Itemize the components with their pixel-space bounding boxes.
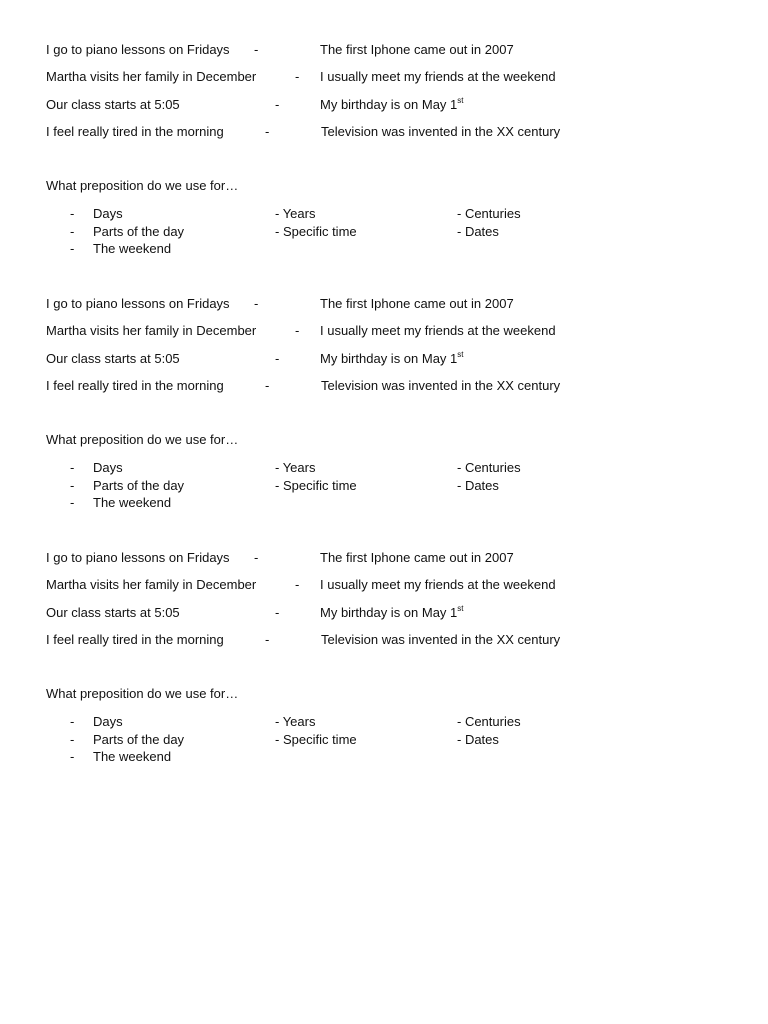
list-item: Parts of the day: [93, 478, 185, 493]
exercise-block: [46, 550, 746, 790]
sentence-row: [46, 97, 746, 115]
list-bullet: -: [70, 224, 75, 239]
match-dash: -: [275, 351, 280, 366]
sentence-row: [46, 124, 746, 142]
list-item: The weekend: [93, 495, 172, 510]
ordinal-suffix: st: [457, 350, 464, 359]
ordinal-suffix: st: [457, 96, 464, 105]
sentence-right: The first Iphone came out in 2007: [320, 296, 514, 311]
sentence-row: [46, 351, 746, 369]
list-item: - Dates: [457, 224, 499, 239]
list-item: - Specific time: [275, 478, 357, 493]
sentence-right: The first Iphone came out in 2007: [320, 550, 514, 565]
sentence-left: I go to piano lessons on Fridays: [46, 42, 230, 57]
list-bullet: -: [70, 478, 75, 493]
list-bullet: -: [70, 460, 75, 475]
sentence-left: I feel really tired in the morning: [46, 632, 224, 647]
match-dash: -: [275, 97, 280, 112]
sentence-left: I go to piano lessons on Fridays: [46, 550, 230, 565]
sentence-left: I feel really tired in the morning: [46, 124, 224, 139]
list-item: The weekend: [93, 749, 172, 764]
list-item: Days: [93, 206, 123, 221]
sentence-right: Television was invented in the XX century: [321, 124, 561, 139]
sentence-left: Our class starts at 5:05: [46, 351, 180, 366]
list-item: - Centuries: [457, 714, 521, 729]
sentence-right: Television was invented in the XX century: [321, 632, 561, 647]
match-dash: -: [295, 577, 300, 592]
list-bullet: -: [70, 206, 75, 221]
list-item: Parts of the day: [93, 224, 185, 239]
exercise-block: [46, 42, 746, 282]
list-bullet: -: [70, 749, 75, 764]
exercise-block: [46, 296, 746, 536]
list-bullet: -: [70, 495, 75, 510]
sentence-right-text: My birthday is on May 1: [320, 97, 458, 112]
ordinal-suffix: st: [457, 604, 464, 613]
sentence-right: [320, 97, 464, 112]
list-item: - Years: [275, 714, 316, 729]
list-item: Parts of the day: [93, 732, 185, 747]
sentence-right: [320, 351, 464, 366]
list-item: - Years: [275, 460, 316, 475]
sentence-row: [46, 632, 746, 650]
question-text: What preposition do we use for…: [46, 432, 239, 447]
sentence-row: [46, 550, 746, 568]
question-text: What preposition do we use for…: [46, 178, 239, 193]
sentence-left: I feel really tired in the morning: [46, 378, 224, 393]
match-dash: -: [265, 378, 270, 393]
list-item: The weekend: [93, 241, 172, 256]
match-dash: -: [295, 69, 300, 84]
list-bullet: -: [70, 241, 75, 256]
list-bullet: -: [70, 732, 75, 747]
match-dash: -: [254, 550, 259, 565]
match-dash: -: [254, 296, 259, 311]
sentence-right: I usually meet my friends at the weekend: [320, 323, 556, 338]
sentence-left: I go to piano lessons on Fridays: [46, 296, 230, 311]
list-item: - Dates: [457, 732, 499, 747]
sentence-right: I usually meet my friends at the weekend: [320, 69, 556, 84]
sentence-row: [46, 323, 746, 341]
match-dash: -: [254, 42, 259, 57]
sentence-right: [320, 605, 464, 620]
sentence-right: I usually meet my friends at the weekend: [320, 577, 556, 592]
match-dash: -: [265, 632, 270, 647]
list-item: Days: [93, 714, 123, 729]
sentence-row: [46, 605, 746, 623]
question-text: What preposition do we use for…: [46, 686, 239, 701]
sentence-right-text: My birthday is on May 1: [320, 351, 458, 366]
sentence-left: Martha visits her family in December: [46, 69, 257, 84]
match-dash: -: [275, 605, 280, 620]
sentence-left: Martha visits her family in December: [46, 323, 257, 338]
list-item: - Specific time: [275, 732, 357, 747]
list-item: - Centuries: [457, 206, 521, 221]
sentence-row: [46, 69, 746, 87]
sentence-row: [46, 378, 746, 396]
sentence-right: Television was invented in the XX century: [321, 378, 561, 393]
list-item: - Dates: [457, 478, 499, 493]
sentence-row: [46, 296, 746, 314]
list-item: - Years: [275, 206, 316, 221]
match-dash: -: [265, 124, 270, 139]
sentence-left: Our class starts at 5:05: [46, 97, 180, 112]
match-dash: -: [295, 323, 300, 338]
sentence-row: [46, 577, 746, 595]
list-bullet: -: [70, 714, 75, 729]
list-item: Days: [93, 460, 123, 475]
sentence-left: Martha visits her family in December: [46, 577, 257, 592]
sentence-right: The first Iphone came out in 2007: [320, 42, 514, 57]
sentence-row: [46, 42, 746, 60]
sentence-right-text: My birthday is on May 1: [320, 605, 458, 620]
list-item: - Centuries: [457, 460, 521, 475]
sentence-left: Our class starts at 5:05: [46, 605, 180, 620]
list-item: - Specific time: [275, 224, 357, 239]
